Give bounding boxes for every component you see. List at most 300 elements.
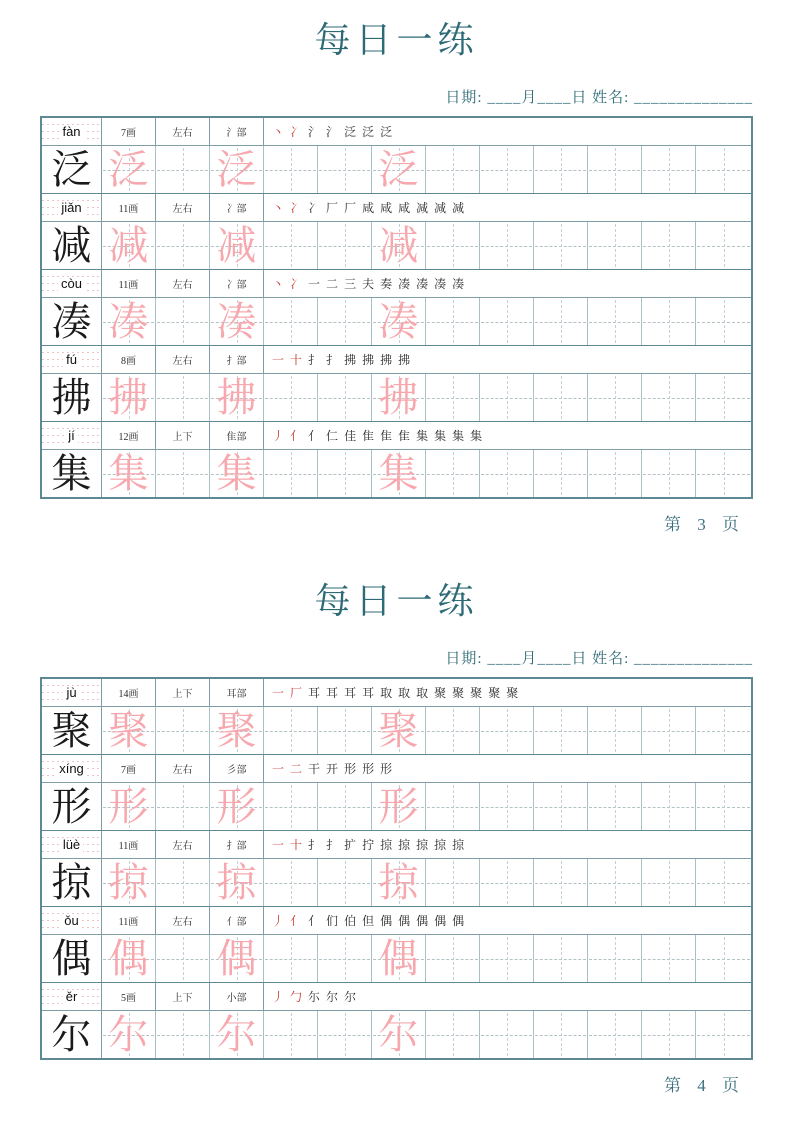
empty-practice-cell [264, 1011, 318, 1058]
stroke-order-step: 咸 [398, 200, 411, 215]
practice-table [40, 116, 753, 499]
pinyin-cell [42, 270, 102, 297]
empty-practice-cell [156, 859, 210, 906]
empty-practice-cell [426, 935, 480, 982]
stroke-order-step: 偶 [416, 913, 429, 928]
trace-character: 聚 [108, 707, 149, 753]
trace-character: 尔 [378, 1011, 419, 1057]
trace-cell [102, 859, 156, 906]
stroke-order-step: 丿 [272, 428, 285, 443]
radical-cell: 耳部 [210, 679, 264, 706]
empty-practice-cell [480, 707, 534, 754]
trace-cell [102, 146, 156, 193]
stroke-order-step: 掠 [380, 837, 393, 852]
stroke-order-step: 扌 [308, 837, 321, 852]
stroke-order-step: 取 [416, 685, 429, 700]
page-2 [0, 561, 793, 1122]
stroke-order-step: 取 [380, 685, 393, 700]
stroke-order-step: 掠 [398, 837, 411, 852]
trace-cell [372, 707, 426, 754]
stroke-order-step: 减 [416, 200, 429, 215]
stroke-order-step: 偶 [398, 913, 411, 928]
stroke-order-step: 二 [290, 761, 303, 776]
stroke-order-step: 一 [308, 276, 321, 291]
trace-cell [210, 859, 264, 906]
character-row-block [42, 906, 751, 982]
trace-character: 聚 [378, 707, 419, 753]
practice-grid-row [42, 706, 751, 754]
radical-cell: 氵部 [210, 118, 264, 145]
date-name-line: 日期: ____月____日 姓名: ______________ [445, 651, 753, 667]
stroke-order-step: 咸 [380, 200, 393, 215]
empty-practice-cell [264, 707, 318, 754]
empty-practice-cell [480, 374, 534, 421]
model-character-cell [42, 707, 102, 754]
stroke-order-step: 厂 [326, 200, 339, 215]
model-character: 尔 [51, 1011, 92, 1057]
empty-practice-cell [480, 783, 534, 830]
stroke-order-step: 隹 [398, 428, 411, 443]
trace-cell [102, 707, 156, 754]
stroke-order-step: 一 [272, 352, 285, 367]
empty-practice-cell [588, 374, 642, 421]
stroke-order-step: 集 [434, 428, 447, 443]
structure-cell: 左右 [156, 346, 210, 373]
empty-practice-cell [156, 707, 210, 754]
pinyin-cell [42, 194, 102, 221]
empty-practice-cell [318, 450, 372, 497]
trace-character: 凑 [108, 298, 149, 344]
trace-cell [372, 374, 426, 421]
pinyin-label: fú [63, 353, 80, 367]
empty-practice-cell [696, 146, 751, 193]
character-info-row [42, 983, 751, 1010]
practice-grid-row [42, 221, 751, 269]
pinyin-cell [42, 118, 102, 145]
pinyin-label: còu [58, 277, 85, 291]
stroke-count-cell: 7画 [102, 755, 156, 782]
stroke-order-step: 聚 [470, 685, 483, 700]
character-row-block [42, 679, 751, 754]
practice-grid-row [42, 145, 751, 193]
empty-practice-cell [696, 935, 751, 982]
stroke-order-step: 丶 [272, 124, 285, 139]
structure-cell: 左右 [156, 755, 210, 782]
stroke-order-step: 凑 [398, 276, 411, 291]
stroke-order-step: 但 [362, 913, 375, 928]
stroke-order-step: 耳 [308, 685, 321, 700]
empty-practice-cell [426, 146, 480, 193]
structure-cell: 上下 [156, 422, 210, 449]
empty-practice-cell [480, 935, 534, 982]
trace-cell [102, 450, 156, 497]
trace-cell [102, 298, 156, 345]
trace-cell [372, 783, 426, 830]
structure-cell: 左右 [156, 270, 210, 297]
model-character: 掠 [51, 859, 92, 905]
empty-practice-cell [264, 783, 318, 830]
empty-practice-cell [588, 298, 642, 345]
character-row-block [42, 982, 751, 1058]
stroke-order-step: 掠 [452, 837, 465, 852]
stroke-count-cell: 14画 [102, 679, 156, 706]
date-name-line: 日期: ____月____日 姓名: ______________ [445, 90, 753, 106]
trace-cell [372, 450, 426, 497]
character-info-row [42, 422, 751, 449]
empty-practice-cell [426, 222, 480, 269]
model-character-cell [42, 1011, 102, 1058]
stroke-order-step: 聚 [452, 685, 465, 700]
empty-practice-cell [642, 783, 696, 830]
pinyin-cell [42, 755, 102, 782]
empty-practice-cell [426, 298, 480, 345]
page-number: 第 3 页 [664, 515, 745, 534]
stroke-order-step: 泛 [344, 124, 357, 139]
trace-cell [102, 935, 156, 982]
trace-character: 拂 [378, 374, 419, 420]
trace-cell [210, 1011, 264, 1058]
trace-character: 聚 [216, 707, 257, 753]
empty-practice-cell [318, 374, 372, 421]
empty-practice-cell [534, 1011, 588, 1058]
stroke-order-cell [264, 270, 751, 297]
empty-practice-cell [264, 222, 318, 269]
pinyin-label: jù [63, 686, 79, 700]
stroke-order-step: 凑 [416, 276, 429, 291]
empty-practice-cell [588, 783, 642, 830]
stroke-order-step: 伯 [344, 913, 357, 928]
stroke-order-step: 耳 [326, 685, 339, 700]
stroke-count-cell: 12画 [102, 422, 156, 449]
empty-practice-cell [588, 1011, 642, 1058]
stroke-order-step: 隹 [362, 428, 375, 443]
trace-character: 形 [216, 783, 257, 829]
trace-character: 集 [216, 450, 257, 496]
empty-practice-cell [534, 222, 588, 269]
stroke-order-step: 十 [290, 837, 303, 852]
practice-grid-row [42, 297, 751, 345]
trace-cell [102, 1011, 156, 1058]
empty-practice-cell [156, 298, 210, 345]
pinyin-label: fàn [59, 125, 83, 139]
stroke-order-cell [264, 346, 751, 373]
trace-character: 泛 [216, 146, 257, 192]
practice-grid-row [42, 782, 751, 830]
stroke-order-cell [264, 755, 751, 782]
empty-practice-cell [156, 935, 210, 982]
trace-character: 泛 [378, 146, 419, 192]
pinyin-label: ěr [63, 990, 81, 1004]
character-info-row [42, 755, 751, 782]
stroke-order-step: 拂 [380, 352, 393, 367]
trace-character: 形 [378, 783, 419, 829]
stroke-order-step: 氵 [308, 124, 321, 139]
stroke-order-step: 冫 [290, 200, 303, 215]
empty-practice-cell [696, 707, 751, 754]
empty-practice-cell [696, 1011, 751, 1058]
empty-practice-cell [480, 859, 534, 906]
trace-cell [210, 935, 264, 982]
empty-practice-cell [156, 783, 210, 830]
stroke-order-step: 夫 [362, 276, 375, 291]
pinyin-cell [42, 346, 102, 373]
stroke-order-step: 们 [326, 913, 339, 928]
empty-practice-cell [426, 450, 480, 497]
empty-practice-cell [264, 935, 318, 982]
structure-cell: 左右 [156, 831, 210, 858]
practice-grid-row [42, 373, 751, 421]
practice-grid-row [42, 858, 751, 906]
empty-practice-cell [534, 783, 588, 830]
empty-practice-cell [696, 298, 751, 345]
stroke-order-step: 形 [362, 761, 375, 776]
character-info-row [42, 118, 751, 145]
stroke-order-step: 仁 [326, 428, 339, 443]
stroke-order-step: 氵 [326, 124, 339, 139]
stroke-order-step: 隹 [380, 428, 393, 443]
radical-cell: 冫部 [210, 194, 264, 221]
stroke-order-step: 耳 [362, 685, 375, 700]
empty-practice-cell [264, 146, 318, 193]
stroke-order-step: 亻 [308, 913, 321, 928]
empty-practice-cell [318, 783, 372, 830]
pinyin-label: jí [65, 429, 78, 443]
stroke-order-step: 奏 [380, 276, 393, 291]
character-info-row [42, 270, 751, 297]
empty-practice-cell [642, 222, 696, 269]
empty-practice-cell [588, 859, 642, 906]
stroke-order-cell [264, 679, 751, 706]
structure-cell: 上下 [156, 983, 210, 1010]
empty-practice-cell [642, 935, 696, 982]
model-character: 偶 [51, 935, 92, 981]
trace-character: 尔 [216, 1011, 257, 1057]
trace-character: 尔 [108, 1011, 149, 1057]
stroke-order-cell [264, 422, 751, 449]
empty-practice-cell [318, 707, 372, 754]
stroke-order-step: 拂 [362, 352, 375, 367]
character-info-row [42, 194, 751, 221]
pinyin-cell [42, 679, 102, 706]
stroke-order-cell [264, 118, 751, 145]
character-row-block [42, 118, 751, 193]
empty-practice-cell [156, 222, 210, 269]
radical-cell: 亻部 [210, 907, 264, 934]
model-character-cell [42, 935, 102, 982]
model-character-cell [42, 859, 102, 906]
empty-practice-cell [642, 374, 696, 421]
stroke-order-step: 泛 [380, 124, 393, 139]
stroke-order-step: 拂 [398, 352, 411, 367]
trace-character: 集 [378, 450, 419, 496]
trace-character: 掠 [108, 859, 149, 905]
empty-practice-cell [156, 1011, 210, 1058]
trace-cell [372, 222, 426, 269]
trace-character: 泛 [108, 146, 149, 192]
model-character-cell [42, 783, 102, 830]
character-row-block [42, 421, 751, 497]
stroke-order-step: 丿 [272, 913, 285, 928]
empty-practice-cell [426, 374, 480, 421]
empty-practice-cell [318, 298, 372, 345]
trace-cell [372, 1011, 426, 1058]
stroke-order-step: 咸 [362, 200, 375, 215]
stroke-count-cell: 5画 [102, 983, 156, 1010]
stroke-order-step: 十 [290, 352, 303, 367]
trace-character: 减 [216, 222, 257, 268]
stroke-order-step: 减 [452, 200, 465, 215]
pinyin-label: ǒu [61, 914, 81, 928]
empty-practice-cell [480, 1011, 534, 1058]
character-row-block [42, 830, 751, 906]
stroke-order-step: 扌 [326, 837, 339, 852]
empty-practice-cell [534, 450, 588, 497]
stroke-order-step: 偶 [380, 913, 393, 928]
empty-practice-cell [156, 450, 210, 497]
model-character-cell [42, 146, 102, 193]
empty-practice-cell [642, 450, 696, 497]
stroke-order-step: 凑 [434, 276, 447, 291]
pinyin-cell [42, 983, 102, 1010]
radical-cell: 扌部 [210, 831, 264, 858]
stroke-order-step: 亻 [290, 913, 303, 928]
empty-practice-cell [534, 146, 588, 193]
trace-cell [102, 222, 156, 269]
radical-cell: 隹部 [210, 422, 264, 449]
empty-practice-cell [696, 859, 751, 906]
empty-practice-cell [534, 859, 588, 906]
stroke-order-step: 丶 [272, 276, 285, 291]
stroke-count-cell: 8画 [102, 346, 156, 373]
stroke-order-step: 集 [416, 428, 429, 443]
character-info-row [42, 679, 751, 706]
empty-practice-cell [696, 783, 751, 830]
trace-cell [372, 859, 426, 906]
practice-table [40, 677, 753, 1060]
character-info-row [42, 831, 751, 858]
empty-practice-cell [480, 298, 534, 345]
trace-character: 偶 [108, 935, 149, 981]
stroke-order-step: 偶 [434, 913, 447, 928]
character-row-block [42, 269, 751, 345]
pinyin-label: xíng [56, 762, 87, 776]
stroke-order-step: 尔 [344, 989, 357, 1004]
pinyin-label: lüè [60, 838, 83, 852]
character-info-row [42, 346, 751, 373]
stroke-order-step: 厂 [290, 685, 303, 700]
empty-practice-cell [534, 298, 588, 345]
stroke-order-step: 一 [272, 685, 285, 700]
empty-practice-cell [534, 374, 588, 421]
stroke-count-cell: 7画 [102, 118, 156, 145]
character-info-row [42, 907, 751, 934]
stroke-order-step: 开 [326, 761, 339, 776]
practice-grid-row [42, 1010, 751, 1058]
stroke-order-step: 掠 [434, 837, 447, 852]
empty-practice-cell [642, 298, 696, 345]
radical-cell: 扌部 [210, 346, 264, 373]
stroke-order-cell [264, 983, 751, 1010]
empty-practice-cell [318, 935, 372, 982]
structure-cell: 左右 [156, 118, 210, 145]
model-character: 形 [51, 783, 92, 829]
empty-practice-cell [426, 783, 480, 830]
trace-character: 掠 [216, 859, 257, 905]
empty-practice-cell [264, 374, 318, 421]
empty-practice-cell [156, 146, 210, 193]
trace-cell [210, 222, 264, 269]
model-character-cell [42, 298, 102, 345]
stroke-order-step: 形 [344, 761, 357, 776]
stroke-count-cell: 11画 [102, 831, 156, 858]
trace-character: 减 [108, 222, 149, 268]
structure-cell: 左右 [156, 194, 210, 221]
stroke-order-step: 扌 [326, 352, 339, 367]
trace-cell [210, 450, 264, 497]
structure-cell: 上下 [156, 679, 210, 706]
stroke-order-step: 尔 [326, 989, 339, 1004]
empty-practice-cell [588, 935, 642, 982]
stroke-order-step: 冫 [290, 276, 303, 291]
stroke-order-step: 掠 [416, 837, 429, 852]
trace-cell [210, 298, 264, 345]
pinyin-label: jiǎn [58, 201, 84, 215]
stroke-order-step: 尓 [308, 989, 321, 1004]
page-title: 每日一练 [314, 581, 479, 621]
stroke-order-step: 聚 [488, 685, 501, 700]
stroke-order-cell [264, 831, 751, 858]
model-character: 凑 [51, 298, 92, 344]
stroke-order-step: 耳 [344, 685, 357, 700]
stroke-order-step: 亻 [308, 428, 321, 443]
empty-practice-cell [426, 859, 480, 906]
page-title: 每日一练 [314, 20, 479, 60]
stroke-count-cell: 11画 [102, 194, 156, 221]
empty-practice-cell [264, 298, 318, 345]
trace-character: 凑 [216, 298, 257, 344]
empty-practice-cell [264, 450, 318, 497]
stroke-order-step: 一 [272, 761, 285, 776]
stroke-order-step: 亻 [290, 428, 303, 443]
character-row-block [42, 345, 751, 421]
stroke-order-step: 泛 [362, 124, 375, 139]
stroke-order-step: 勹 [290, 989, 303, 1004]
character-row-block [42, 754, 751, 830]
empty-practice-cell [696, 222, 751, 269]
stroke-order-step: 扩 [344, 837, 357, 852]
practice-grid-row [42, 449, 751, 497]
empty-practice-cell [588, 450, 642, 497]
empty-practice-cell [588, 707, 642, 754]
trace-cell [372, 146, 426, 193]
model-character: 集 [51, 450, 92, 496]
trace-character: 凑 [378, 298, 419, 344]
character-row-block [42, 193, 751, 269]
trace-character: 拂 [216, 374, 257, 420]
empty-practice-cell [588, 146, 642, 193]
pinyin-cell [42, 422, 102, 449]
empty-practice-cell [480, 450, 534, 497]
stroke-order-step: 减 [434, 200, 447, 215]
trace-character: 集 [108, 450, 149, 496]
empty-practice-cell [318, 146, 372, 193]
trace-character: 减 [378, 222, 419, 268]
empty-practice-cell [318, 222, 372, 269]
model-character-cell [42, 374, 102, 421]
empty-practice-cell [156, 374, 210, 421]
stroke-count-cell: 11画 [102, 270, 156, 297]
radical-cell: 冫部 [210, 270, 264, 297]
